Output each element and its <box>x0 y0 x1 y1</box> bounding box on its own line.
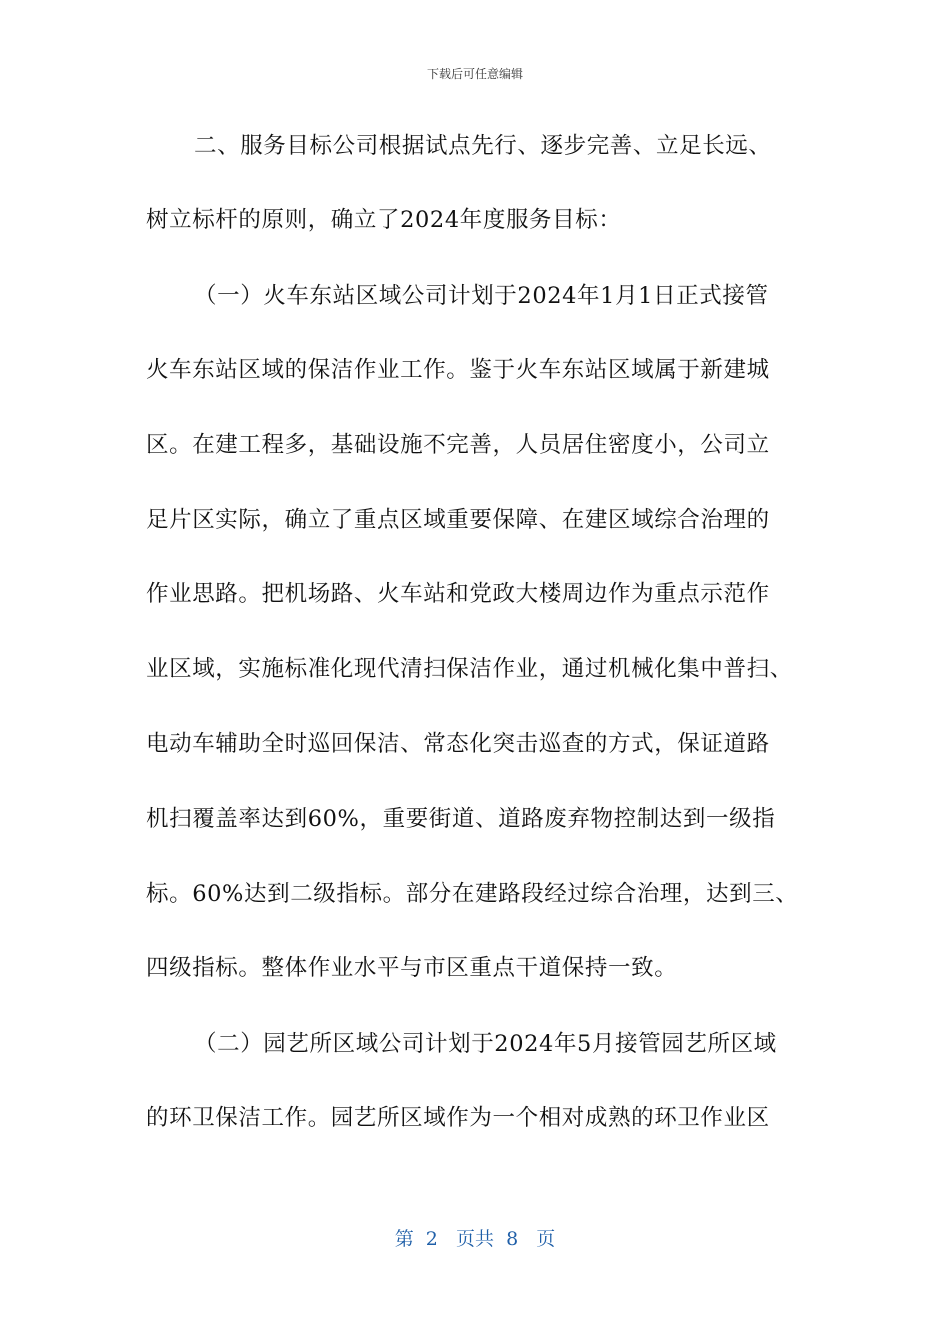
text-line: 区。在建工程多，基础设施不完善，人员居住密度小，公司立 <box>146 432 770 458</box>
page-number-footer: 第 2 页共 8 页 <box>394 1228 556 1250</box>
text-line: 树立标杆的原则，确立了2024年度服务目标： <box>146 207 622 233</box>
text-line: 机扫覆盖率达到60%，重要街道、道路废弃物控制达到一级指 <box>146 806 776 832</box>
text-line: 的环卫保洁工作。园艺所区域作为一个相对成熟的环卫作业区 <box>146 1105 770 1131</box>
text-line: 业区域，实施标准化现代清扫保洁作业，通过机械化集中普扫、 <box>146 656 793 682</box>
text-line: 电动车辅助全时巡回保洁、常态化突击巡查的方式，保证道路 <box>146 731 770 757</box>
text-line: 四级指标。整体作业水平与市区重点干道保持一致。 <box>146 955 678 981</box>
page-header-note: 下载后可任意编辑 <box>426 67 523 81</box>
text-line: 足片区实际，确立了重点区域重要保障、在建区域综合治理的 <box>146 507 770 533</box>
text-line: 作业思路。把机场路、火车站和党政大楼周边作为重点示范作 <box>146 581 770 607</box>
text-line: 火车东站区域的保洁作业工作。鉴于火车东站区域属于新建城 <box>146 357 770 383</box>
text-line: （一）火车东站区域公司计划于2024年1月1日正式接管 <box>194 283 769 309</box>
text-line: 二、服务目标公司根据试点先行、逐步完善、立足长远、 <box>194 133 772 159</box>
text-line: 标。60%达到二级指标。部分在建路段经过综合治理，达到三、 <box>146 881 799 907</box>
text-line: （二）园艺所区域公司计划于2024年5月接管园艺所区域 <box>194 1031 777 1057</box>
